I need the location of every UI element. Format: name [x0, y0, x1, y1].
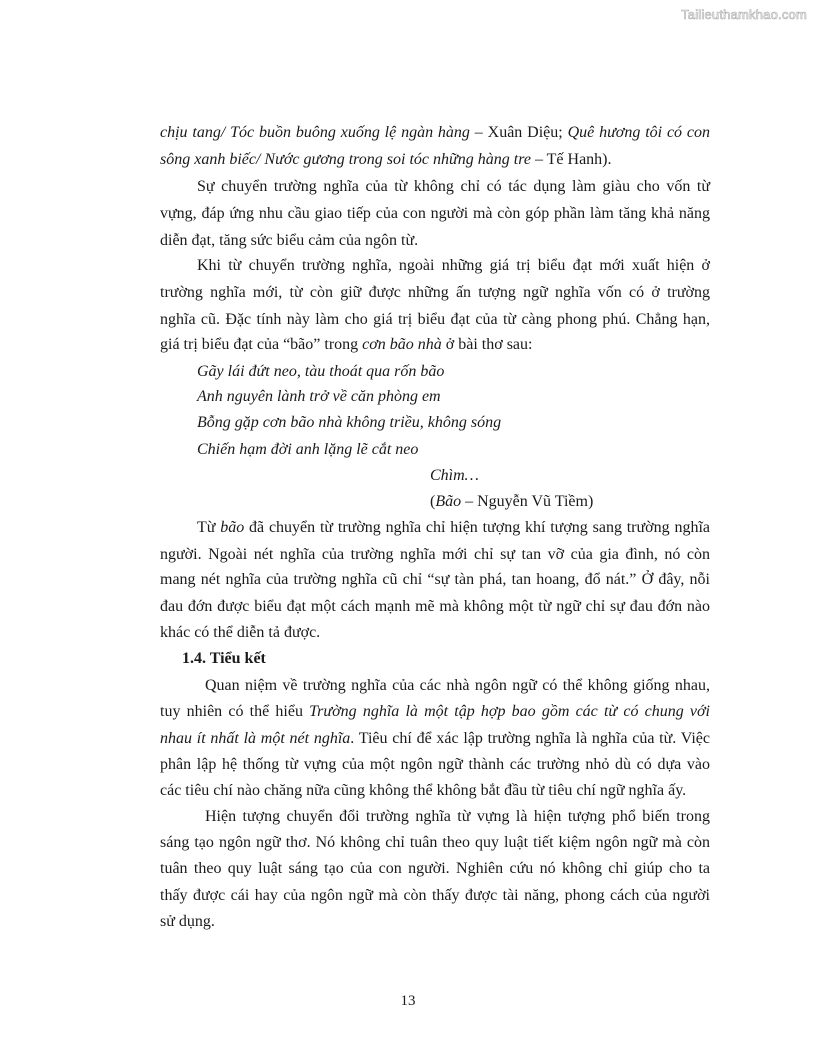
text-line: Sự chuyển trường nghĩa của từ không chỉ có tác dụng làm giàu cho vốn từ	[197, 178, 710, 195]
text-span: Quê hương tôi có con	[567, 124, 710, 141]
text-line: khác có thể diễn tả được.	[160, 624, 321, 641]
text-line	[160, 335, 710, 355]
poem-line	[197, 387, 747, 407]
text-span: – Nguyễn Vũ Tiềm)	[461, 493, 594, 510]
text-span: tuy nhiên có thể hiểu	[160, 703, 310, 720]
section-heading: 1.4. Tiểu kết	[182, 650, 266, 667]
text-line: Khi từ chuyển trường nghĩa, ngoài những giá trị biểu đạt mới xuất hiện ở	[197, 257, 710, 274]
text-span: Gãy lái đứt neo, tàu thoát qua rốn bão	[197, 363, 445, 380]
poem-line	[197, 362, 747, 382]
text-line	[160, 729, 710, 749]
text-span: – Xuân Diệu;	[469, 124, 568, 141]
text-line: thấy được cái hay của ngôn ngữ mà còn thấy được tài năng, phong cách của người	[160, 887, 710, 904]
text-line: Hiện tượng chuyển đổi trường nghĩa từ vựng là hiện tượng phổ biến trong	[205, 808, 710, 825]
text-line: sử dụng.	[160, 913, 215, 930]
text-line: vựng, đáp ứng nhu cầu giao tiếp của con người mà còn góp phần làm tăng khả năng	[160, 205, 710, 222]
text-line: đau đớn được biểu đạt một cách mạnh mẽ mà không một từ ngữ chỉ sự đau đớn nào	[160, 598, 710, 615]
text-span: nhau ít nhất là một nét nghĩa	[160, 730, 351, 747]
text-span: đã chuyển từ trường nghĩa chỉ hiện tượng khí tượng sang trường nghĩa	[244, 519, 710, 536]
poem-citation	[430, 492, 816, 512]
text-line: trường nghĩa mới, từ còn giữ được những ấn tượng ngữ nghĩa vốn có ở trường	[160, 284, 710, 301]
text-line: diễn đạt, tăng sức biểu cảm của ngôn từ.	[160, 232, 419, 249]
page-number: 13	[400, 993, 416, 1009]
text-span: Trường nghĩa là một tập hợp bao gồm các từ có chung với	[309, 703, 711, 720]
text-line: các tiêu chí nào chăng nữa cũng không thể không bắt đầu từ tiêu chí ngữ nghĩa ấy.	[160, 782, 687, 799]
text-line	[197, 518, 710, 538]
text-span: – Tế Hanh).	[530, 151, 612, 168]
text-span: bão	[220, 519, 245, 536]
poem-line	[197, 413, 747, 433]
text-line	[160, 150, 710, 170]
text-span: giá trị biểu đạt của “bão” trong	[160, 336, 363, 353]
text-line: sáng tạo ngôn ngữ thơ. Nó không chỉ tuân theo quy luật tiết kiệm ngôn ngữ mà còn	[160, 834, 710, 851]
text-span: Anh nguyên lành trở về căn phòng em	[197, 388, 441, 405]
text-line: phân lập hệ thống từ vựng của một ngôn ngữ thành các trường nhỏ dù có dựa vào	[160, 756, 710, 773]
text-line: nghĩa cũ. Đặc tính này làm cho giá trị biểu đạt của từ càng phong phú. Chẳng hạn,	[160, 311, 710, 328]
text-line: mang nét nghĩa của trường nghĩa cũ chỉ “sự tàn phá, tan hoang, đổ nát.” Ở đây, nỗi	[160, 571, 710, 588]
text-line: Quan niệm về trường nghĩa của các nhà ngôn ngữ có thể không giống nhau,	[205, 677, 710, 694]
text-span: (	[430, 493, 436, 510]
text-line	[160, 123, 710, 143]
text-span: cơn bão nhà	[362, 336, 442, 353]
text-span: ở bài thơ sau:	[441, 336, 533, 353]
poem-line	[197, 440, 747, 460]
text-span: Chìm…	[430, 467, 479, 484]
poem-line	[430, 466, 816, 486]
text-span: . Tiêu chí để xác lập trường nghĩa là nghĩa của từ. Việc	[350, 730, 711, 747]
text-span: Chiến hạm đời anh lặng lẽ cắt neo	[197, 441, 419, 458]
text-span: chịu tang/ Tóc buồn buông xuống lệ ngàn hàng	[160, 124, 470, 141]
text-line: người. Ngoài nét nghĩa của trường nghĩa mới chỉ sự tan vỡ của gia đình, nó còn	[160, 546, 710, 563]
watermark: Tailieuthamkhao.com	[681, 7, 807, 22]
text-span: sông xanh biếc/ Nước gương trong soi tóc những hàng tre	[160, 151, 531, 168]
text-line	[160, 702, 710, 722]
text-span: Từ	[197, 519, 221, 536]
text-span: Bỗng gặp cơn bão nhà không triều, không sóng	[197, 414, 502, 431]
text-line: tuân theo quy luật sáng tạo của con người. Nghiên cứu nó không chỉ giúp cho ta	[160, 860, 710, 877]
text-span: Bão	[435, 493, 462, 510]
